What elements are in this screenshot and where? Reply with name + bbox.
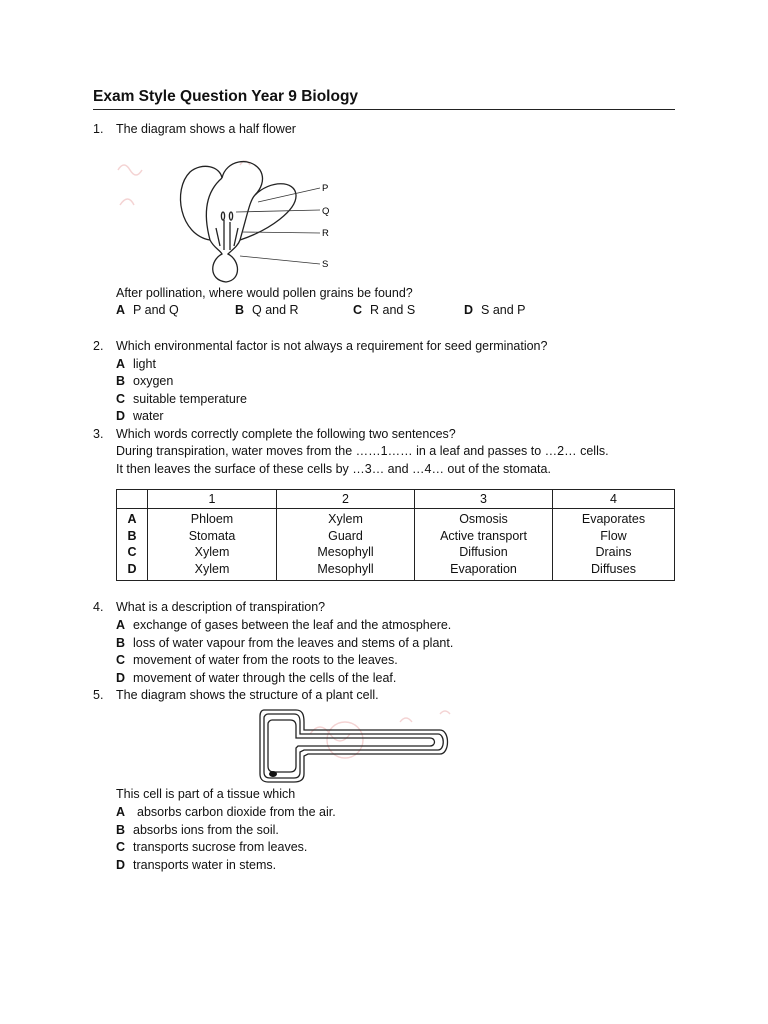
table-header: 4: [553, 490, 675, 509]
q1-option-b[interactable]: [235, 303, 299, 317]
option-text: movement of water from the roots to the leaves.: [133, 653, 398, 667]
q5-option-b[interactable]: [116, 822, 279, 839]
table-cell: Evaporates: [553, 509, 675, 528]
q1-option-d[interactable]: [464, 303, 526, 317]
option-text: suitable temperature: [133, 392, 247, 406]
q1-text: The diagram shows a half flower: [116, 122, 296, 136]
table-cell: Xylem: [148, 561, 277, 581]
table-cell: Evaporation: [415, 561, 553, 581]
q4-option-a[interactable]: [116, 617, 451, 634]
table-header: 1: [148, 490, 277, 509]
option-letter: B: [116, 636, 126, 650]
table-cell: Guard: [277, 528, 415, 545]
row-letter: A: [117, 509, 148, 528]
table-cell: Diffusion: [415, 544, 553, 561]
q1-question: After pollination, where would pollen grains be found?: [116, 286, 413, 300]
root-hair-cell-diagram: [250, 704, 480, 786]
option-text: oxygen: [133, 374, 174, 388]
q1-option-c[interactable]: [353, 303, 415, 317]
table-row[interactable]: [117, 509, 675, 528]
option-letter: C: [116, 392, 126, 406]
q5-option-c[interactable]: [116, 839, 307, 856]
label-s: S: [322, 259, 329, 270]
option-text: exchange of gases between the leaf and the atmosphere.: [133, 618, 452, 632]
q2-option-b[interactable]: [116, 373, 173, 390]
option-letter: B: [116, 823, 126, 837]
option-text: movement of water through the cells of the leaf.: [133, 671, 397, 685]
q5-question: This cell is part of a tissue which: [116, 787, 296, 801]
table-cell: Diffuses: [553, 561, 675, 581]
option-letter: D: [116, 671, 126, 685]
option-letter: C: [116, 653, 126, 667]
row-letter: C: [117, 544, 148, 561]
table-cell: Active transport: [415, 528, 553, 545]
option-letter: C: [116, 840, 126, 854]
option-text: S and P: [481, 303, 526, 317]
q5-option-d[interactable]: [116, 857, 276, 874]
option-text: absorbs carbon dioxide from the air.: [137, 805, 336, 819]
q3-sentence-2: It then leaves the surface of these cells by …3… and …4… out of the stomata.: [116, 462, 551, 476]
table-row[interactable]: [117, 528, 675, 545]
row-letter: B: [117, 528, 148, 545]
option-letter: B: [116, 374, 126, 388]
option-letter: A: [116, 303, 126, 317]
option-letter: D: [464, 303, 474, 317]
q5-text: The diagram shows the structure of a plant cell.: [116, 688, 379, 702]
q4-option-b[interactable]: [116, 635, 453, 652]
row-letter: D: [117, 561, 148, 581]
q4-text: What is a description of transpiration?: [116, 600, 326, 614]
option-letter: A: [116, 618, 126, 632]
table-cell: Mesophyll: [277, 561, 415, 581]
q4-option-c[interactable]: [116, 652, 398, 669]
table-cell: Xylem: [148, 544, 277, 561]
table-header-row: [117, 490, 675, 509]
option-text: loss of water vapour from the leaves and stems of a plant.: [133, 636, 454, 650]
half-flower-diagram: [110, 150, 350, 290]
q2-text: Which environmental factor is not always a requirement for seed germination?: [116, 339, 548, 353]
table-cell: Phloem: [148, 509, 277, 528]
option-letter: D: [116, 858, 126, 872]
table-cell: Xylem: [277, 509, 415, 528]
table-row[interactable]: [117, 561, 675, 581]
label-r: R: [322, 228, 329, 239]
page-title: Exam Style Question Year 9 Biology: [93, 88, 675, 110]
label-q: Q: [322, 206, 330, 217]
q5-option-a[interactable]: [116, 804, 336, 821]
q1-number: 1.: [93, 122, 104, 136]
q3-text: Which words correctly complete the following two sentences?: [116, 427, 456, 441]
option-text: absorbs ions from the soil.: [133, 823, 279, 837]
option-text: P and Q: [133, 303, 179, 317]
table-row[interactable]: [117, 544, 675, 561]
q1-option-a[interactable]: [116, 303, 179, 317]
table-header: 2: [277, 490, 415, 509]
option-text: Q and R: [252, 303, 299, 317]
q5-number: 5.: [93, 688, 104, 702]
q2-number: 2.: [93, 339, 104, 353]
option-text: transports water in stems.: [133, 858, 277, 872]
q2-option-c[interactable]: [116, 391, 247, 408]
option-letter: D: [116, 409, 126, 423]
option-letter: A: [116, 805, 126, 819]
table-cell: Osmosis: [415, 509, 553, 528]
option-text: transports sucrose from leaves.: [133, 840, 308, 854]
option-text: water: [133, 409, 164, 423]
table-cell: Drains: [553, 544, 675, 561]
q4-number: 4.: [93, 600, 104, 614]
table-header: [117, 490, 148, 509]
q3-sentence-1: During transpiration, water moves from the ……1…… in a leaf and passes to …2… cells.: [116, 444, 609, 458]
label-p: P: [322, 183, 329, 194]
option-letter: A: [116, 357, 126, 371]
option-text: light: [133, 357, 156, 371]
q3-answer-table: [116, 489, 675, 581]
q2-option-a[interactable]: [116, 356, 156, 373]
table-cell: Stomata: [148, 528, 277, 545]
q3-number: 3.: [93, 427, 104, 441]
option-text: R and S: [370, 303, 416, 317]
q4-option-d[interactable]: [116, 670, 396, 687]
option-letter: C: [353, 303, 363, 317]
table-header: 3: [415, 490, 553, 509]
table-cell: Mesophyll: [277, 544, 415, 561]
option-letter: B: [235, 303, 245, 317]
table-cell: Flow: [553, 528, 675, 545]
q2-option-d[interactable]: [116, 408, 164, 425]
